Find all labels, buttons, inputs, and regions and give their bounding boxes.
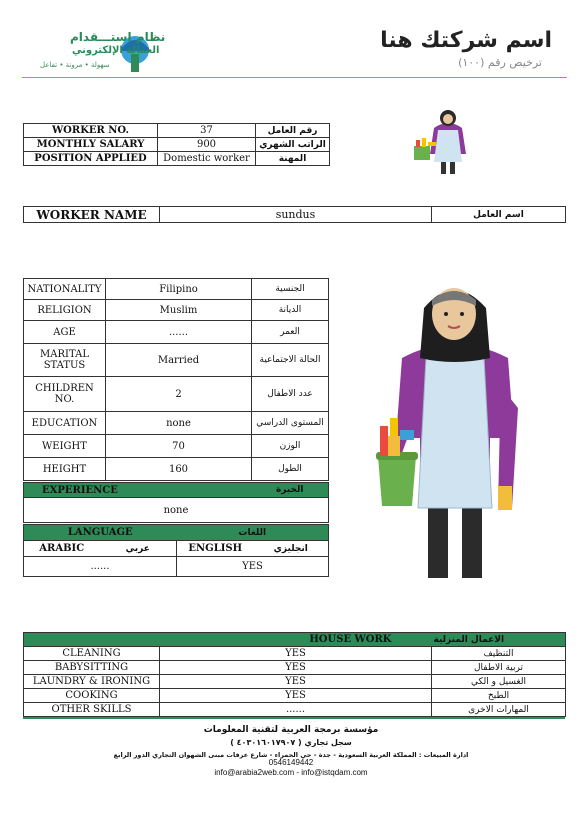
nationality-label-ar: الجنسية [252,279,329,300]
arabic-label: ARABIC [24,541,100,557]
laundry-label: LAUNDRY & IRONING [24,675,160,689]
age-label-ar: العمر [252,321,329,344]
top-info-table [23,123,330,166]
education-label: EDUCATION [24,412,106,435]
house-work-table [23,632,566,717]
laundry-label-ar: الغسيل و الكي [432,675,566,689]
nationality-label: NATIONALITY [24,279,106,300]
english-label: ENGLISH [177,541,254,557]
age-value: ...... [106,321,252,344]
table-row [24,498,329,523]
worker-no-label-ar: رقم العامل [256,124,330,138]
table-row [24,321,329,344]
babysitting-label-ar: تربية الاطفال [432,661,566,675]
nationality-value: Filipino [106,279,252,300]
worker-name-value: sundus [160,207,432,223]
language-label-ar: اللغات [177,525,329,541]
cleaning-label: CLEANING [24,647,160,661]
babysitting-label: BABYSITTING [24,661,160,675]
footer-address: ادارة المبيعات : المملكة العربية السعودية - جدة - حي الحمراء - شارع عرفات مبنى الشهوان التجاري الدور الرابع [113,751,469,759]
table-row [24,152,330,166]
arabic-label-ar: عربي [100,541,177,557]
logo [26,30,166,76]
worker-no-value: 37 [158,124,256,138]
height-value: 160 [106,458,252,481]
worker-name-label-ar: اسم العامل [432,207,566,223]
laundry-value: YES [160,675,432,689]
company-name: اسم شركتك هنا [380,28,552,53]
height-label-ar: الطول [252,458,329,481]
salary-label-ar: الراتب الشهري [256,138,330,152]
table-row [24,661,566,675]
table-row [24,412,329,435]
religion-label-ar: الديانة [252,300,329,321]
position-value: Domestic worker [158,152,256,166]
cooking-label: COOKING [24,689,160,703]
english-label-ar: انجليزي [254,541,329,557]
table-row [24,557,329,577]
position-label: POSITION APPLIED [24,152,158,166]
education-label-ar: المستوى الدراسي [252,412,329,435]
table-row [24,647,566,661]
height-label: HEIGHT [24,458,106,481]
house-work-header [24,633,566,647]
education-value: none [106,412,252,435]
cooking-value: YES [160,689,432,703]
other-skills-label: OTHER SKILLS [24,703,160,717]
position-label-ar: المهنة [256,152,330,166]
children-label-ar: عدد الاطفال [252,377,329,412]
weight-label: WEIGHT [24,435,106,458]
other-skills-label-ar: المهارات الاخرى [432,703,566,717]
worker-thumbnail-illustration [408,106,488,176]
english-value: YES [177,557,329,577]
weight-label-ar: الوزن [252,435,329,458]
house-work-label-ar: الاعمال المنزلية [432,633,566,647]
table-row [24,541,329,557]
children-label: CHILDREN NO. [24,377,106,412]
babysitting-value: YES [160,661,432,675]
footer-emails: info@arabia2web.com - info@istqdam.com [214,768,368,777]
table-row [24,124,330,138]
table-row [24,458,329,481]
worker-name-table [23,206,566,223]
religion-label: RELIGION [24,300,106,321]
house-work-label: HOUSE WORK [24,633,432,647]
table-row [24,300,329,321]
logo-subtitle: العمالة الإلكتروني [72,45,160,56]
license-number: ترخيص رقم (١٠٠) [458,56,542,69]
worker-photo-illustration [362,258,560,596]
language-label: LANGUAGE [24,525,177,541]
children-value: 2 [106,377,252,412]
footer-org: مؤسسة برمجة العربية لتقنية المعلومات [203,725,379,735]
experience-label: EXPERIENCE [24,483,252,498]
experience-table [23,482,329,523]
footer-cr: سجل تجاري ( ٤٠٣٠١٦٠١٧٩٠٧ ) [230,738,352,747]
logo-title: نظام استـــقدام [70,30,166,44]
details-table [23,278,329,481]
language-header [24,525,329,541]
age-label: AGE [24,321,106,344]
experience-header [24,483,329,498]
table-row [24,138,330,152]
experience-label-ar: الخبرة [252,483,329,498]
salary-value: 900 [158,138,256,152]
marital-status-label: MARITAL STATUS [24,344,106,377]
arabic-value: ...... [24,557,177,577]
cleaning-value: YES [160,647,432,661]
table-row [24,435,329,458]
marital-status-value: Married [106,344,252,377]
table-row [24,279,329,300]
table-row [24,675,566,689]
table-row [24,377,329,412]
table-row [24,344,329,377]
religion-value: Muslim [106,300,252,321]
cleaning-label-ar: التنظيف [432,647,566,661]
worker-no-label: WORKER NO. [24,124,158,138]
weight-value: 70 [106,435,252,458]
table-row [24,689,566,703]
salary-label: MONTHLY SALARY [24,138,158,152]
footer-divider [23,717,565,719]
cooking-label-ar: الطبخ [432,689,566,703]
table-row [24,207,566,223]
worker-name-label: WORKER NAME [24,207,160,223]
logo-tagline: سهولة • مرونة • تفاعل [40,61,110,69]
experience-value: none [24,498,329,523]
language-table [23,524,329,577]
header-divider [22,77,567,78]
footer-phone: 0546149442 [268,758,314,767]
marital-status-label-ar: الحالة الاجتماعية [252,344,329,377]
table-row [24,703,566,717]
other-skills-value: ...... [160,703,432,717]
